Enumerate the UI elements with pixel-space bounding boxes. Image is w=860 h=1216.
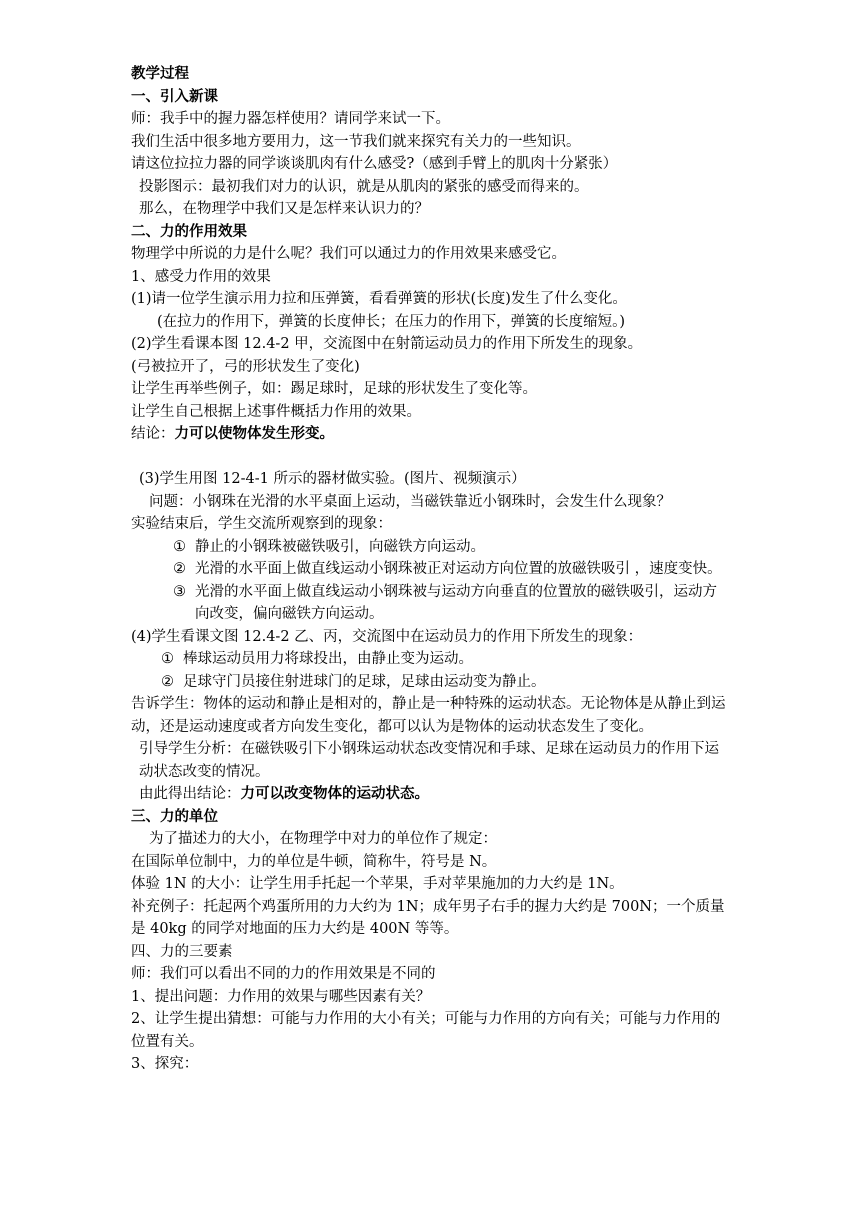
- paragraph: 投影图示：最初我们对力的认识，就是从肌肉的紧张的感受而得来的。: [139, 178, 589, 195]
- paragraph: 1、感受力作用的效果: [131, 268, 271, 285]
- list-item: [131, 671, 731, 694]
- paragraph: 2、让学生提出猜想：可能与力作用的大小有关；可能与力作用的方向有关；可能与力作用的位置有关。: [131, 1011, 721, 1050]
- section-heading-effects: 二、力的作用效果: [131, 222, 247, 240]
- conclusion-label: 由此得出结论：: [139, 786, 241, 802]
- paragraph: 师：我们可以看出不同的力的作用效果是不同的: [131, 966, 436, 982]
- conclusion-label: 结论：: [131, 426, 175, 442]
- paragraph: (4)学生看课文图 12.4-2 乙、丙，交流图中在运动员力的作用下所发生的现象：: [131, 628, 643, 645]
- paragraph: 补充例子：托起两个鸡蛋所用的力大约为 1N；成年男子右手的握力大约是 700N；一个质量是 40kg 的同学对地面的压力大约是 400N 等等。: [131, 898, 725, 937]
- list-number: ③: [173, 583, 186, 600]
- paragraph: 让学生自己根据上述事件概括力作用的效果。: [131, 403, 421, 420]
- list-text: 光滑的水平面上做直线运动小钢珠被正对运动方向位置的放磁铁吸引 ，速度变快。: [195, 561, 722, 577]
- list-text: 棒球运动员用力将球投出，由静止变为运动。: [183, 651, 473, 667]
- paragraph: (在拉力的作用下，弹簧的长度伸长；在压力的作用下，弹簧的长度缩短。): [157, 313, 626, 330]
- paragraph: 在国际单位制中，力的单位是牛顿，简称牛，符号是 N。: [131, 853, 497, 870]
- paragraph: 请这位拉拉力器的同学谈谈肌肉有什么感受?（感到手臂上的肌肉十分紧张）: [131, 156, 618, 172]
- conclusion-line: [131, 783, 731, 806]
- blank-line: [131, 446, 731, 469]
- conclusion-text: 力可以改变物体的运动状态。: [240, 785, 429, 802]
- list-number: ②: [161, 673, 174, 690]
- paragraph: 那么，在物理学中我们又是怎样来认识力的？: [139, 201, 429, 217]
- list-number: ①: [173, 538, 186, 555]
- paragraph: (弓被拉开了，弓的形状发生了变化): [131, 358, 360, 375]
- paragraph: 实验结束后，学生交流所观察到的现象：: [131, 516, 392, 532]
- paragraph: 师：我手中的握力器怎样使用？请同学来试一下。: [131, 111, 450, 127]
- document-body: [131, 63, 731, 1076]
- paragraph: 让学生再举些例子，如：踢足球时，足球的形状发生了变化等。: [131, 381, 537, 397]
- paragraph: 问题：小钢珠在光滑的水平桌面上运动，当磁铁靠近小钢珠时，会发生什么现象？: [149, 493, 671, 510]
- list-item: [131, 536, 731, 559]
- paragraph: (2)学生看课本图 12.4-2 甲，交流图中在射箭运动员力的作用下所发生的现象。: [131, 336, 643, 352]
- list-item: [131, 558, 731, 581]
- list-number: ①: [161, 651, 174, 667]
- paragraph: (3)学生用图 12-4-1 所示的器材做实验。(图片、视频演示）: [139, 471, 526, 487]
- list-number: ②: [173, 561, 186, 577]
- paragraph: (1)请一位学生演示用力拉和压弹簧，看看弹簧的形状(长度)发生了什么变化。: [131, 291, 627, 307]
- list-text: 足球守门员接住射进球门的足球，足球由运动变为静止。: [183, 673, 546, 690]
- doc-title: 教学过程: [131, 65, 189, 82]
- conclusion-line: [131, 423, 731, 446]
- list-item: [131, 648, 731, 671]
- list-text: 光滑的水平面上做直线运动小钢珠被与运动方向垂直的位置放的磁铁吸引，运动方向改变，偏向磁铁方向运动。: [195, 583, 717, 622]
- paragraph: 为了描述力的大小，在物理学中对力的单位作了规定：: [149, 831, 497, 847]
- section-heading-elements: 四、力的三要素: [131, 943, 233, 960]
- paragraph: 3、探究：: [131, 1056, 199, 1072]
- conclusion-text: 力可以使物体发生形变。: [174, 425, 334, 442]
- paragraph: 我们生活中很多地方要用力，这一节我们就来探究有关力的一些知识。: [131, 133, 581, 150]
- paragraph: 物理学中所说的力是什么呢？我们可以通过力的作用效果来感受它。: [131, 246, 566, 262]
- list-item: [131, 581, 731, 626]
- paragraph: 体验 1N 的大小：让学生用手托起一个苹果，手对苹果施加的力大约是 1N。: [131, 876, 624, 892]
- paragraph: 告诉学生：物体的运动和静止是相对的，静止是一种特殊的运动状态。无论物体是从静止到运动，还是运动速度或者方向发生变化，都可以认为是物体的运动状态发生了变化。: [131, 696, 726, 735]
- list-text: 静止的小钢珠被磁铁吸引，向磁铁方向运动。: [195, 538, 485, 555]
- paragraph: 引导学生分析：在磁铁吸引下小钢珠运动状态改变情况和手球、足球在运动员力的作用下运动状态改变的情况。: [139, 741, 719, 780]
- section-heading-intro: 一、引入新课: [131, 87, 218, 105]
- paragraph: 1、提出问题：力作用的效果与哪些因素有关？: [131, 988, 431, 1005]
- section-heading-unit: 三、力的单位: [131, 807, 218, 825]
